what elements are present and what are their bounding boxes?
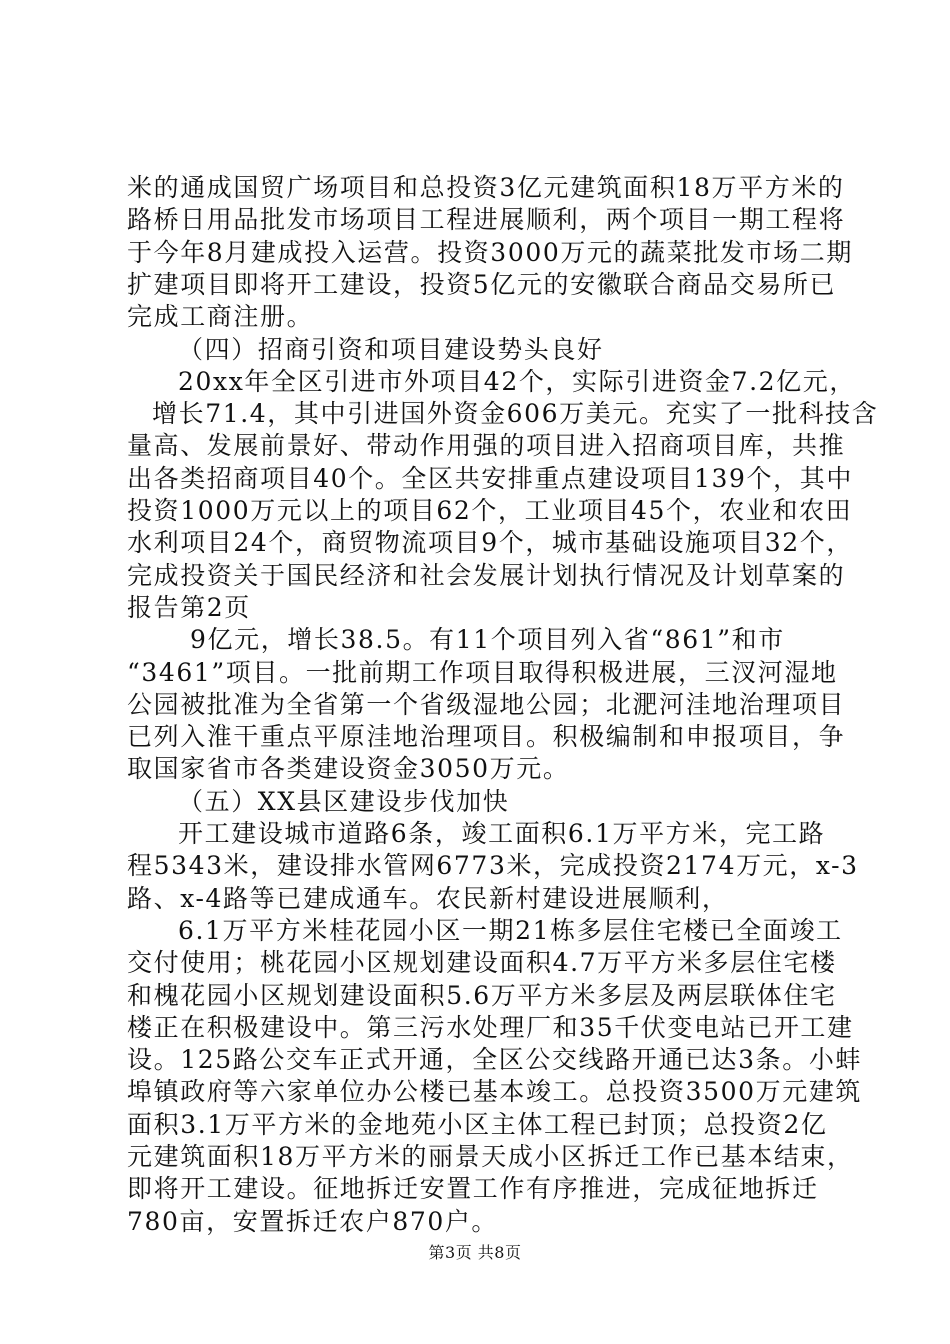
text-line: 完成投资关于国民经济和社会发展计划执行情况及计划草案的 — [127, 560, 846, 590]
text-line: 路桥日用品批发市场项目工程进展顺利，两个项目一期工程将 — [127, 205, 846, 235]
text-line: 扩建项目即将开工建设，投资5亿元的安徽联合商品交易所已 — [127, 269, 837, 299]
text-line: 20xx年全区引进市外项目42个，实际引进资金7.2亿元， — [178, 366, 856, 396]
text-line: “3461”项目。一批前期工作项目取得积极进展，三汊河湿地 — [127, 657, 838, 687]
text-line: 和槐花园小区规划建设面积5.6万平方米多层及两层联体住宅 — [127, 980, 837, 1010]
text-line: 水利项目24个，商贸物流项目9个，城市基础设施项目32个， — [127, 528, 853, 558]
text-line: 即将开工建设。征地拆迁安置工作有序推进，完成征地拆迁 — [127, 1174, 819, 1204]
text-line: 于今年8月建成投入运营。投资3000万元的蔬菜批发市场二期 — [127, 237, 853, 267]
text-line: 面积3.1万平方米的金地苑小区主体工程已封顶；总投资2亿 — [127, 1109, 828, 1139]
page-footer: 第3页 共8页 — [428, 1243, 522, 1262]
text-line: 元建筑面积18万平方米的丽景天成小区拆迁工作已基本结束， — [127, 1142, 854, 1171]
text-line: 6.1万平方米桂花园小区一期21栋多层住宅楼已全面竣工 — [178, 915, 843, 945]
text-line: 米的通成国贸广场项目和总投资3亿元建筑面积18万平方米的 — [127, 173, 845, 202]
section-heading: （四）招商引资和项目建设势头良好 — [178, 334, 604, 364]
text-line: 780亩，安置拆迁农户870户。 — [127, 1206, 499, 1236]
text-line: 已列入淮干重点平原洼地治理项目。积极编制和申报项目，争 — [127, 722, 846, 752]
text-line: 设。125路公交车正式开通，全区公交线路开通已达3条。小蚌 — [127, 1045, 863, 1075]
text-line: 完成工商注册。 — [127, 302, 314, 332]
text-line: 出各类招商项目40个。全区共安排重点建设项目139个，其中 — [127, 463, 853, 493]
text-line: 楼正在积极建设中。第三污水处理厂和35千伏变电站已开工建 — [127, 1012, 854, 1042]
text-line: 9亿元，增长38.5。有11个项目列入省“861”和市 — [190, 625, 785, 655]
text-line: 交付使用；桃花园小区规划建设面积4.7万平方米多层住宅楼 — [127, 948, 837, 978]
text-line: 报告第2页 — [127, 592, 251, 622]
text-line: 路、x-4路等已建成通车。农民新村建设进展顺利， — [127, 883, 729, 913]
text-line: 公园被批准为全省第一个省级湿地公园；北淝河洼地治理项目 — [127, 689, 846, 719]
text-line: 投资1000万元以上的项目62个，工业项目45个，农业和农田 — [127, 496, 853, 525]
text-line: 增长71.4，其中引进国外资金606万美元。充实了一批科技含 — [152, 399, 879, 429]
text-line: 量高、发展前景好、带动作用强的项目进入招商项目库，共推 — [127, 431, 846, 461]
text-line: 埠镇政府等六家单位办公楼已基本竣工。总投资3500万元建筑 — [127, 1077, 863, 1107]
text-line: 开工建设城市道路6条，竣工面积6.1万平方米，完工路 — [178, 819, 826, 848]
text-line: 程5343米，建设排水管网6773米，完成投资2174万元，x-3 — [127, 851, 859, 881]
text-line: 取国家省市各类建设资金3050万元。 — [127, 754, 570, 784]
section-heading: （五）XX县区建设步伐加快 — [178, 786, 510, 816]
